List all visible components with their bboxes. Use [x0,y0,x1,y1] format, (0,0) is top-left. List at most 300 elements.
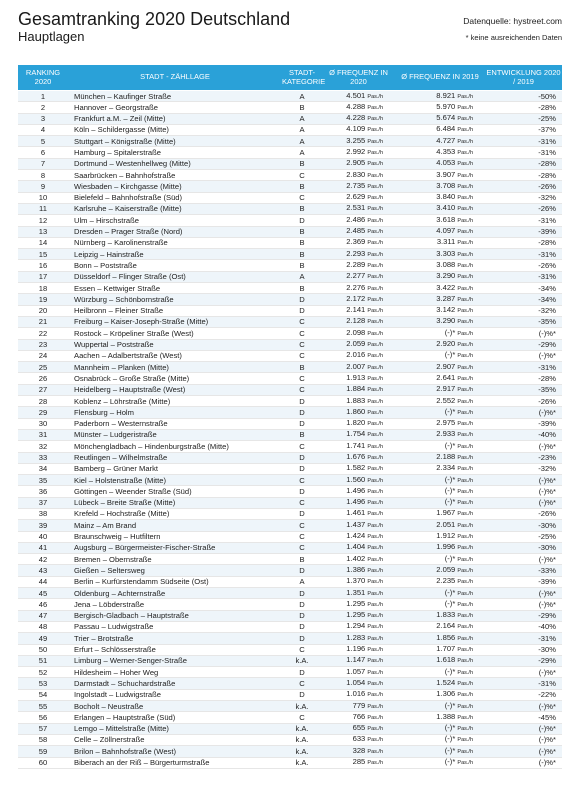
freq-2020-cell-value: 1.582 [346,463,366,473]
freq-2020-cell-value: 1.351 [346,587,366,597]
category-cell [282,147,322,158]
category-cell [282,170,322,181]
name-cell [68,249,282,260]
rank-cell [18,373,68,384]
rank-cell-value: 32 [38,441,48,451]
header-freq-2019: Ø FREQUENZ IN 2019 [401,72,479,82]
unit-label: Pas./h [457,387,473,394]
freq-2020-cell-value: 1.676 [346,452,366,461]
name-cell [68,520,282,531]
category-cell-value: D [299,407,305,417]
footnote: * keine ausreichenden Daten [465,33,562,42]
unit-label: Pas./h [367,534,383,541]
rank-cell [18,124,68,135]
unit-label: Pas./h [367,409,383,416]
name-cell-value: Osnabrück – Große Straße (Mitte) [74,373,190,383]
unit-label: Pas./h [457,601,473,608]
development-cell [485,542,562,553]
development-cell-value: (-)%* [538,407,556,417]
freq-2019-cell [395,756,485,769]
development-cell [485,723,562,734]
unit-label: Pas./h [457,364,473,371]
rank-cell [18,531,68,542]
name-cell [68,531,282,542]
category-cell [282,610,322,621]
development-cell-value: -39% [538,419,556,429]
development-cell [485,407,562,418]
name-cell [68,170,282,181]
freq-2020-cell-value: 2.276 [346,282,366,292]
freq-2019-cell-value: (-)* [444,734,456,744]
name-cell-value: Hildesheim – Hoher Weg [74,667,159,677]
unit-label: Pas./h [367,296,383,303]
category-cell [282,249,322,260]
category-cell-value: C [299,328,305,338]
rank-cell-value: 21 [38,317,48,327]
unit-label: Pas./h [457,251,473,258]
development-cell-value: (-)%* [538,701,556,711]
unit-label: Pas./h [367,104,383,111]
name-cell-value: Hannover – Georgstraße [74,102,158,112]
freq-2019-cell-value: 2.907 [436,361,456,371]
freq-2020-cell-value: 1.496 [346,497,366,507]
unit-label: Pas./h [457,274,473,281]
rank-cell-value: 5 [40,136,46,146]
rank-cell-value: 33 [38,453,48,462]
category-cell-value: k.A. [295,656,309,666]
rank-cell-value: 29 [38,407,48,417]
category-cell [282,237,322,248]
rank-cell [18,588,68,599]
unit-label: Pas./h [367,364,383,371]
development-cell-value: (-)%* [538,588,556,598]
name-cell [68,384,282,395]
name-cell [68,158,282,169]
name-cell-value: Mönchengladbach – Hindenburgstraße (Mitte) [74,441,229,451]
rank-cell [18,678,68,689]
rank-cell [18,283,68,294]
development-cell [485,283,562,294]
category-cell-value: D [299,509,305,519]
category-cell [282,621,322,632]
rank-cell [18,362,68,373]
development-cell-value: -25% [538,532,556,542]
development-cell-value: (-)%* [538,758,556,768]
category-cell-value: A [299,577,305,587]
rank-cell-value: 45 [38,588,48,598]
unit-label: Pas./h [457,714,473,721]
freq-2019-cell-value: 3.618 [436,214,456,224]
development-cell [485,316,562,327]
development-cell [485,746,562,757]
rank-cell [18,633,68,644]
rank-cell [18,249,68,260]
name-cell-value: Bielefeld – Bahnhofstraße (Süd) [74,193,183,203]
freq-2019-cell-value: 4.727 [436,135,456,145]
name-cell-value: München – Kaufinger Straße [74,91,172,101]
rank-cell [18,147,68,158]
rank-cell-value: 26 [38,373,48,383]
name-cell [68,757,282,768]
name-cell-value: Heilbronn – Fleiner Straße [74,306,164,316]
unit-label: Pas./h [367,240,383,247]
unit-label: Pas./h [457,488,473,495]
unit-label: Pas./h [367,138,383,145]
unit-label: Pas./h [367,116,383,123]
rank-cell-value: 51 [38,656,48,666]
rank-cell-value: 37 [38,498,48,508]
unit-label: Pas./h [367,127,383,134]
rank-cell [18,599,68,610]
category-cell [282,91,322,102]
freq-2020-cell-value: 4.501 [346,90,366,100]
name-cell [68,147,282,158]
rank-cell [18,667,68,678]
development-cell [485,531,562,542]
name-cell-value: Ingolstadt – Ludwigstraße [74,690,161,700]
development-cell [485,158,562,169]
unit-label: Pas./h [457,229,473,236]
freq-2020-cell-value: 2.277 [346,271,366,281]
data-source: Datenquelle: hystreet.com [463,16,562,26]
freq-2019-cell-value: 2.059 [436,564,456,574]
category-cell [282,294,322,305]
category-cell-value: B [299,102,305,112]
freq-2019-cell-value: (-)* [444,553,456,563]
category-cell [282,396,322,407]
development-cell-value: -32% [538,193,556,203]
freq-2020-cell-value: 1.295 [346,598,366,608]
unit-label: Pas./h [367,251,383,258]
name-cell-value: Oldenburg – Achternstraße [74,588,166,598]
name-cell-value: Trier – Brotstraße [74,633,134,643]
category-cell [282,678,322,689]
development-cell-value: -31% [538,272,556,282]
freq-2020-cell-value: 2.369 [346,237,366,247]
rank-cell [18,757,68,768]
development-cell [485,271,562,282]
development-cell [485,384,562,395]
category-cell [282,565,322,576]
freq-2019-cell-value: 1.856 [436,632,456,642]
development-cell [485,147,562,158]
category-cell-value: C [299,532,305,542]
name-cell-value: Augsburg – Bürgermeister-Fischer-Straße [74,543,216,553]
name-cell-value: Gießen – Seltersweg [74,565,145,575]
development-cell-value: -31% [538,678,556,688]
development-cell [485,170,562,181]
category-cell-value: D [299,565,305,575]
freq-2019-cell-value: (-)* [444,474,456,484]
unit-label: Pas./h [457,760,473,767]
development-cell-value: -22% [538,690,556,700]
unit-label: Pas./h [367,760,383,767]
unit-label: Pas./h [457,104,473,111]
category-cell-value: D [299,486,305,496]
name-cell-value: Celle – Zöllnerstraße [74,735,145,745]
unit-label: Pas./h [367,669,383,676]
development-cell [485,441,562,452]
category-cell [282,429,322,440]
unit-label: Pas./h [367,217,383,224]
name-cell-value: Berlin – Kurfürstendamm Südseite (Ost) [74,577,209,587]
freq-2019-cell-value: 2.188 [436,452,456,461]
freq-2020-cell-value: 766 [352,711,366,721]
name-cell [68,644,282,655]
freq-2020-cell-value: 2.059 [346,339,366,349]
category-cell [282,316,322,327]
development-cell-value: -28% [538,170,556,180]
development-cell-value: -29% [538,611,556,621]
name-cell [68,418,282,429]
development-cell [485,588,562,599]
category-cell [282,283,322,294]
rank-cell [18,91,68,102]
unit-label: Pas./h [457,421,473,428]
rank-cell-value: 1 [40,91,46,101]
unit-label: Pas./h [457,545,473,552]
freq-2019-cell-value: (-)* [444,327,456,337]
category-cell [282,362,322,373]
freq-2020-cell-value: 1.054 [346,677,366,687]
freq-2019-cell-value: 3.287 [436,293,456,303]
ranking-table [18,91,562,769]
category-cell-value: C [299,678,305,688]
freq-2020-cell-value: 285 [352,757,366,767]
development-cell [485,181,562,192]
rank-cell [18,316,68,327]
unit-label: Pas./h [457,432,473,439]
freq-2019-cell-value: 3.088 [436,259,456,269]
freq-2020-cell-value: 1.386 [346,564,366,574]
unit-label: Pas./h [367,748,383,755]
freq-2019-cell-value: 1.967 [436,508,456,518]
freq-2020-cell-value: 1.820 [346,418,366,428]
development-cell [485,757,562,768]
category-cell [282,407,322,418]
rank-cell-value: 52 [38,667,48,677]
page-title: Gesamtranking 2020 Deutschland [18,9,291,29]
development-cell-value: -37% [538,125,556,135]
development-cell-value: -45% [538,712,556,722]
category-cell [282,723,322,734]
category-cell [282,486,322,497]
unit-label: Pas./h [367,206,383,213]
unit-label: Pas./h [457,375,473,382]
name-cell-value: Ulm – Hirschstraße [74,215,139,225]
freq-2020-cell-value: 1.754 [346,429,366,439]
unit-label: Pas./h [367,567,383,574]
freq-2019-cell-value: 2.920 [436,339,456,349]
development-cell-value: -26% [538,260,556,270]
page-subtitle: Hauptlagen [18,29,85,44]
unit-label: Pas./h [457,466,473,473]
category-cell-value: C [299,441,305,451]
category-cell [282,418,322,429]
freq-2020-cell-value: 2.141 [346,305,366,315]
name-cell [68,486,282,497]
freq-2020-cell-value: 2.128 [346,316,366,326]
development-cell-value: -35% [538,317,556,327]
unit-label: Pas./h [457,658,473,665]
name-cell [68,271,282,282]
category-cell [282,260,322,271]
development-cell-value: (-)%* [538,351,556,361]
rank-cell-value: 40 [38,532,48,542]
development-cell [485,599,562,610]
freq-2020-cell-value: 1.404 [346,542,366,552]
category-cell [282,328,322,339]
freq-2019-cell-value: (-)* [444,757,456,767]
name-cell [68,508,282,519]
name-cell [68,136,282,147]
development-cell-value: -26% [538,509,556,519]
unit-label: Pas./h [367,172,383,179]
category-cell [282,350,322,361]
name-cell-value: Paderborn – Westernstraße [74,419,168,429]
freq-2020-cell-value: 1.860 [346,406,366,416]
freq-2020-cell-value: 2.905 [346,158,366,168]
unit-label: Pas./h [457,308,473,315]
freq-2019-cell-value: (-)* [444,406,456,416]
name-cell-value: Bocholt – Neustraße [74,701,144,711]
name-cell-value: Erfurt – Schlösserstraße [74,645,156,655]
name-cell-value: Braunschweig – Hutfiltern [74,532,161,542]
unit-label: Pas./h [367,387,383,394]
freq-2020-cell-value: 328 [352,745,366,755]
freq-2019-cell-value: 1.306 [436,689,456,699]
name-cell [68,497,282,508]
development-cell-value: -40% [538,622,556,632]
unit-label: Pas./h [457,409,473,416]
development-cell [485,396,562,407]
development-cell-value: -30% [538,543,556,553]
category-cell [282,136,322,147]
freq-2019-cell-value: 3.311 [436,237,456,247]
unit-label: Pas./h [367,421,383,428]
unit-label: Pas./h [367,398,383,405]
freq-2019-cell-value: (-)* [444,700,456,710]
freq-2020-cell-value: 1.402 [346,553,366,563]
name-cell-value: Düsseldorf – Flinger Straße (Ost) [74,272,186,282]
freq-2019-cell-value: 2.975 [436,418,456,428]
table-row [18,758,562,769]
unit-label: Pas./h [457,737,473,744]
rank-cell [18,158,68,169]
name-cell-value: Koblenz – Löhrstraße (Mitte) [74,396,171,406]
development-cell-value: -25% [538,114,556,124]
freq-2020-cell-value: 3.255 [346,135,366,145]
rank-cell-value: 44 [38,577,48,587]
name-cell [68,723,282,734]
freq-2020-cell-value: 1.196 [346,644,366,654]
unit-label: Pas./h [367,726,383,733]
category-cell [282,475,322,486]
name-cell [68,463,282,474]
unit-label: Pas./h [457,680,473,687]
name-cell [68,621,282,632]
category-cell [282,576,322,587]
unit-label: Pas./h [367,737,383,744]
name-cell [68,113,282,124]
category-cell-value: B [299,238,305,248]
unit-label: Pas./h [367,624,383,631]
name-cell [68,452,282,463]
unit-label: Pas./h [457,217,473,224]
freq-2020-cell-value: 2.172 [346,293,366,303]
rank-cell-value: 60 [38,758,48,768]
freq-2019-cell-value: 1.996 [436,542,456,552]
name-cell-value: Brilon – Bahnhofstraße (West) [74,746,176,756]
freq-2019-cell-value: 3.290 [436,271,456,281]
development-cell [485,486,562,497]
unit-label: Pas./h [367,353,383,360]
category-cell [282,757,322,768]
category-cell [282,644,322,655]
unit-label: Pas./h [457,500,473,507]
category-cell [282,124,322,135]
unit-label: Pas./h [367,342,383,349]
development-cell-value: -40% [538,430,556,440]
freq-2019-cell-value: (-)* [444,587,456,597]
rank-cell-value: 3 [40,114,46,124]
freq-2020-cell-value: 1.147 [346,655,366,665]
category-cell-value: B [299,283,305,293]
category-cell [282,384,322,395]
development-cell-value: -28% [538,159,556,169]
name-cell [68,396,282,407]
rank-cell-value: 38 [38,509,48,519]
unit-label: Pas./h [367,455,383,461]
rank-cell [18,215,68,226]
freq-2019-cell-value: 2.933 [436,429,456,439]
name-cell [68,181,282,192]
freq-2019-cell-value: 2.641 [436,372,456,382]
category-cell-value: C [299,317,305,327]
development-cell [485,294,562,305]
freq-2020-cell-value: 1.370 [346,576,366,586]
unit-label: Pas./h [457,647,473,654]
development-cell [485,226,562,237]
unit-label: Pas./h [457,455,473,461]
rank-cell-value: 10 [38,193,48,203]
rank-cell [18,554,68,565]
category-cell-value: D [299,396,305,406]
freq-2019-cell-value: (-)* [444,666,456,676]
freq-2020-cell-value: 779 [352,700,366,710]
name-cell-value: Hamburg – Spitalerstraße [74,147,161,157]
category-cell [282,305,322,316]
unit-label: Pas./h [367,556,383,563]
name-cell-value: Rostock – Kröpeliner Straße (West) [74,328,194,338]
rank-cell-value: 43 [38,565,48,575]
rank-cell [18,542,68,553]
development-cell [485,237,562,248]
rank-cell-value: 6 [40,147,46,157]
category-cell [282,215,322,226]
freq-2020-cell-value: 2.293 [346,248,366,258]
rank-cell [18,576,68,587]
freq-2020-cell-value: 1.883 [346,395,366,405]
rank-cell-value: 14 [38,238,48,248]
freq-2019-cell-value: 3.708 [436,180,456,190]
name-cell-value: Krefeld – Hochstraße (Mitte) [74,509,170,519]
rank-cell [18,712,68,723]
category-cell [282,531,322,542]
freq-2020-cell-value: 2.531 [346,203,366,213]
freq-2019-cell-value: 1.388 [436,711,456,721]
name-cell [68,192,282,203]
